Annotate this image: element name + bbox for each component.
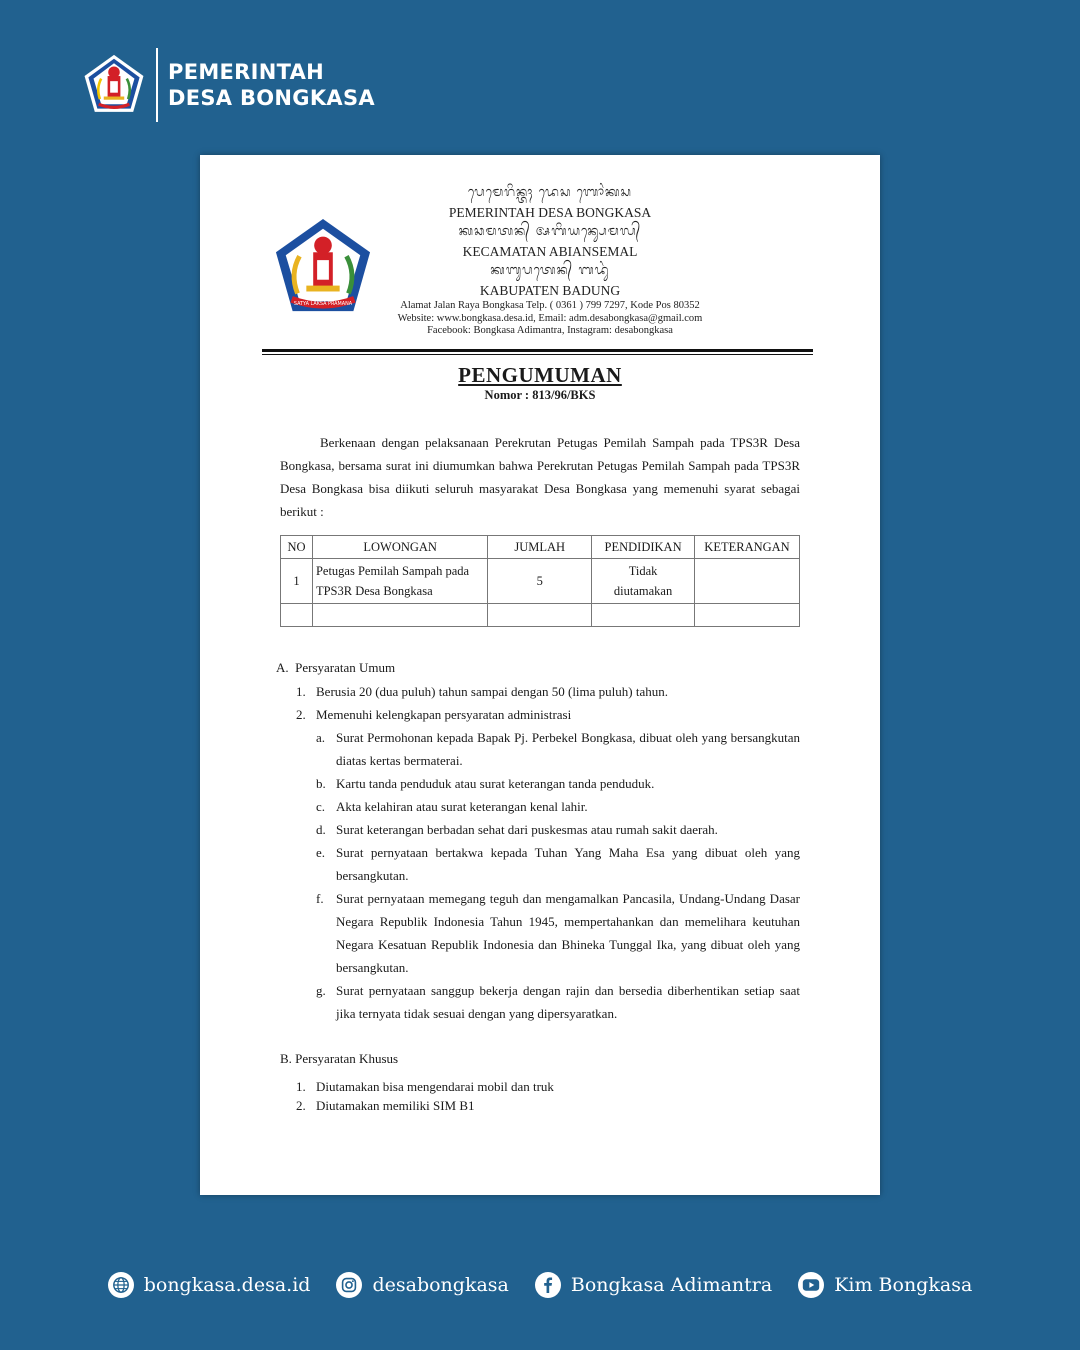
sub-item-text: Surat pernyataan memegang teguh dan mengamalkan Pancasila, Undang-Undang Dasar Negara Republik Indonesia Tahun 1945, mempertahankan dan memelihara keutuhan Negara Kesatuan Republik Indonesia dan Bhineka Tunggal Ika, yang dibuat oleh yang bersangkutan. (336, 891, 800, 975)
list-item (296, 1096, 800, 1115)
item-number: 1. (296, 1079, 306, 1094)
sub-item-text: Surat Permohonan kepada Bapak Pj. Perbekel Bongkasa, dibuat oleh yang bersangkutan diatas kertas bermaterai. (336, 730, 800, 768)
website-line: Website: www.bongkasa.desa.id, Email: adm.desabongkasa@gmail.com (397, 312, 703, 324)
header-count: JUMLAH (488, 536, 592, 559)
header-position: LOWONGAN (312, 536, 487, 559)
regency-name: KABUPATEN BADUNG (479, 283, 621, 298)
sub-item-text: Akta kelahiran atau surat keterangan kenal lahir. (336, 799, 588, 814)
cell-no: 1 (281, 559, 313, 604)
balinese-script-line-2: ᬓᬘᬫᬢᬦ᭄ ᬅᬩᬶᬬᬦ᭄ᬲᬾᬫᬮ᭄ (458, 224, 642, 239)
vacancy-table (280, 535, 800, 627)
logo-motto: SATYA LAKSA PRAMANA (293, 301, 353, 308)
sub-list-item (316, 772, 800, 795)
sub-item-text: Kartu tanda penduduk atau surat keterangan tanda penduduk. (336, 776, 655, 791)
cell-position: Petugas Pemilah Sampah pada TPS3R Desa Bongkasa (312, 559, 487, 604)
footer-links (0, 1268, 1080, 1302)
cell-education: Tidak diutamakan (592, 559, 695, 604)
list-item (296, 680, 800, 703)
list-item (296, 1077, 800, 1096)
instagram-icon (336, 1272, 362, 1298)
brand-header (82, 48, 375, 122)
footer-website-link[interactable] (108, 1272, 311, 1298)
sub-item-letter: g. (316, 983, 326, 998)
title-line-1: PEMERINTAH (168, 60, 325, 84)
sub-item-text: Surat keterangan berbadan sehat dari puskesmas atau rumah sakit daerah. (336, 822, 718, 837)
sub-item-letter: a. (316, 730, 326, 745)
sub-item-letter: e. (316, 845, 326, 860)
instagram-label: desabongkasa (372, 1274, 509, 1296)
item-number: 2. (296, 707, 306, 722)
org-name: PEMERINTAH DESA BONGKASA (448, 205, 652, 220)
facebook-icon (535, 1272, 561, 1298)
header-divider (156, 48, 158, 122)
sub-item-text: Surat pernyataan bertakwa kepada Tuhan Yang Maha Esa yang dibuat oleh yang bersangkutan. (336, 845, 800, 883)
sub-list-item (316, 795, 800, 818)
item-text: Diutamakan memiliki SIM B1 (316, 1098, 475, 1113)
announcement-number: Nomor : 813/96/BKS (484, 388, 596, 402)
sub-list (316, 726, 800, 1025)
balinese-script-line-1: ᬧᬾᬫᬾᬭᬶᬦ᭄ᬢᬄ ᬤᬾᬲ ᬩᭀᬂᬓᬲ (468, 185, 632, 200)
social-line: Facebook: Bongkasa Adimantra, Instagram: desabongkasa (427, 325, 673, 336)
list-item (296, 703, 800, 1025)
item-number: 1. (296, 684, 306, 699)
announcement-title: PENGUMUMAN (458, 363, 622, 387)
website-label: bongkasa.desa.id (143, 1274, 311, 1296)
footer-youtube-link[interactable] (798, 1272, 972, 1298)
sub-list-item (316, 841, 800, 887)
village-logo-icon (272, 217, 374, 315)
section-b-title: Persyaratan Khusus (295, 1051, 399, 1066)
sub-list-item (316, 818, 800, 841)
sub-item-letter: b. (316, 776, 326, 791)
item-text: Memenuhi kelengkapan persyaratan administrasi (316, 707, 572, 722)
facebook-label: Bongkasa Adimantra (570, 1274, 773, 1296)
section-a-list (296, 680, 800, 1025)
announcement-document (200, 155, 880, 1195)
sub-list-item (316, 887, 800, 979)
letterhead-rule-thin (262, 354, 813, 355)
globe-icon (108, 1272, 134, 1298)
address-line: Alamat Jalan Raya Bongkasa Telp. ( 0361 ) 799 7297, Kode Pos 80352 (400, 300, 700, 311)
table-row (281, 559, 800, 604)
empty-cell (488, 604, 592, 627)
header-note: KETERANGAN (695, 536, 800, 559)
intro-paragraph: Berkenaan dengan pelaksanaan Perekrutan Petugas Pemilah Sampah pada TPS3R Desa Bongkasa, bersama surat ini diumumkan bahwa Perekrutan Petugas Pemilah Sampah pada TPS3R Desa Bongkasa bisa diikuti seluruh masyarakat Desa Bongkasa yang memenuhi syarat sebagai berikut : (280, 435, 800, 519)
youtube-icon (798, 1272, 824, 1298)
sub-list-item (316, 726, 800, 772)
footer-instagram-link[interactable] (336, 1272, 508, 1298)
district-name: KECAMATAN ABIANSEMAL (462, 244, 638, 259)
section-a-label: A. (276, 660, 289, 675)
empty-cell (312, 604, 487, 627)
cell-count: 5 (488, 559, 592, 604)
section-a-title: Persyaratan Umum (295, 660, 396, 675)
sub-item-letter: d. (316, 822, 326, 837)
item-number: 2. (296, 1098, 306, 1113)
bongkasa-emblem-icon (82, 52, 146, 118)
title-line-2: DESA BONGKASA (168, 86, 375, 110)
footer-facebook-link[interactable] (535, 1272, 772, 1298)
page-title (168, 59, 375, 111)
section-a-heading (276, 660, 395, 676)
section-b-label: B. (280, 1051, 292, 1066)
letterhead-text (360, 183, 740, 338)
youtube-label: Kim Bongkasa (834, 1274, 973, 1296)
sub-list-item (316, 979, 800, 1025)
balinese-script-line-3: ᬓᬩᬸᬧᬢᬾᬦ᭄ ᬩᬤᬸᬂ (490, 263, 610, 278)
header-no: NO (281, 536, 313, 559)
sub-item-letter: f. (316, 891, 324, 906)
table-header-row (281, 536, 800, 559)
header-education: PENDIDIKAN (592, 536, 695, 559)
section-b-heading (280, 1051, 398, 1067)
item-text: Diutamakan bisa mengendarai mobil dan truk (316, 1079, 554, 1094)
section-b-list (296, 1077, 800, 1115)
letterhead-rule-thick (262, 349, 813, 352)
item-text: Berusia 20 (dua puluh) tahun sampai dengan 50 (lima puluh) tahun. (316, 684, 669, 699)
table-row-empty (281, 604, 800, 627)
empty-cell (695, 604, 800, 627)
empty-cell (592, 604, 695, 627)
sub-item-letter: c. (316, 799, 326, 814)
cell-note (695, 559, 800, 604)
empty-cell (281, 604, 313, 627)
sub-item-text: Surat pernyataan sanggup bekerja dengan rajin dan bersedia diberhentikan setiap saat jika ternyata tidak sesuai dengan yang dipersyaratkan. (336, 983, 800, 1021)
